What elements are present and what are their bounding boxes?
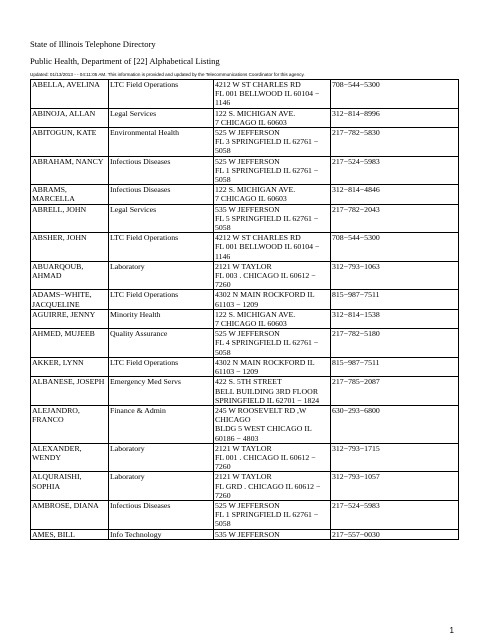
address-cell: 2121 W TAYLOR FL 003 . CHICAGO IL 60612 − 7260 <box>214 261 331 290</box>
address-cell: 4302 N MAIN ROCKFORD IL 61103 − 1209 <box>214 357 331 376</box>
division-cell: LTC Field Operations <box>109 357 214 376</box>
address-cell: 122 S. MICHIGAN AVE. 7 CHICAGO IL 60603 <box>214 108 331 127</box>
division-cell: Emergency Med Servs <box>109 377 214 406</box>
division-cell: Environmental Health <box>109 128 214 157</box>
division-cell: Finance & Admin <box>109 405 214 443</box>
name-cell: ABELLA, AVELINA <box>31 80 109 109</box>
name-cell: AGUIRRE, JENNY <box>31 309 109 328</box>
table-row <box>31 156 459 185</box>
phone-cell: 217−782−5830 <box>331 128 459 157</box>
name-cell: AHMED, MUJEEB <box>31 329 109 358</box>
updated-note: Updated: 01/13/2013 - - 04:11:05 AM. This information is provided and updated by the Telecommunications Coordinator for this agency. <box>30 72 305 77</box>
phone-cell: 630−293−6800 <box>331 405 459 443</box>
name-cell: AKKER, LYNN <box>31 357 109 376</box>
address-cell: 525 W JEFFERSON FL 1 SPRINGFIELD IL 62761 − 5058 <box>214 500 331 529</box>
name-cell: ABUARQOUB, AHMAD <box>31 261 109 290</box>
division-cell: LTC Field Operations <box>109 80 214 109</box>
table-row <box>31 500 459 529</box>
division-cell: LTC Field Operations <box>109 233 214 262</box>
phone-cell: 312−793−1715 <box>331 443 459 472</box>
division-cell: Legal Services <box>109 108 214 127</box>
phone-cell: 708−544−5300 <box>331 233 459 262</box>
division-cell: Minority Health <box>109 309 214 328</box>
page-number: 1 <box>449 626 454 635</box>
phone-cell: 217−782−2043 <box>331 204 459 233</box>
name-cell: ALEXANDER, WENDY <box>31 443 109 472</box>
directory-table <box>30 79 459 540</box>
name-cell: ALQURAISHI, SOPHIA <box>31 472 109 501</box>
division-cell: Laboratory <box>109 472 214 501</box>
name-cell: ABRAMS, MARCELLA <box>31 185 109 204</box>
address-cell: 4212 W ST CHARLES RD FL 001 BELLWOOD IL 60104 − 1146 <box>214 80 331 109</box>
address-cell: 535 W JEFFERSON FL 5 SPRINGFIELD IL 62761 − 5058 <box>214 204 331 233</box>
phone-cell: 312−814−1538 <box>331 309 459 328</box>
address-cell: 525 W JEFFERSON FL 4 SPRINGFIELD IL 62761 − 5058 <box>214 329 331 358</box>
address-cell: 525 W JEFFERSON FL 3 SPRINGFIELD IL 62761 − 5058 <box>214 128 331 157</box>
phone-cell: 217−524−5983 <box>331 500 459 529</box>
division-cell: Legal Services <box>109 204 214 233</box>
division-cell: LTC Field Operations <box>109 290 214 309</box>
address-cell: 422 S. 5TH STREET BELL BUILDING 3RD FLOOR SPRINGFIELD IL 62701 − 1824 <box>214 377 331 406</box>
table-row <box>31 377 459 406</box>
address-cell: 245 W ROOSEVELT RD ,W CHICAGO BLDG 5 WEST CHICAGO IL 60186 − 4803 <box>214 405 331 443</box>
table-row <box>31 261 459 290</box>
address-cell: 122 S. MICHIGAN AVE. 7 CHICAGO IL 60603 <box>214 185 331 204</box>
phone-cell: 217−782−5180 <box>331 329 459 358</box>
table-row <box>31 108 459 127</box>
division-cell: Infectious Diseases <box>109 185 214 204</box>
phone-cell: 815−987−7511 <box>331 357 459 376</box>
table-row <box>31 472 459 501</box>
address-cell: 525 W JEFFERSON FL 1 SPRINGFIELD IL 62761 − 5058 <box>214 156 331 185</box>
table-row <box>31 185 459 204</box>
address-cell: 4212 W ST CHARLES RD FL 001 BELLWOOD IL 60104 − 1146 <box>214 233 331 262</box>
name-cell: ABRAHAM, NANCY <box>31 156 109 185</box>
table-row <box>31 80 459 109</box>
phone-cell: 312−814−8996 <box>331 108 459 127</box>
division-cell: Laboratory <box>109 261 214 290</box>
table-row <box>31 233 459 262</box>
table-row <box>31 443 459 472</box>
name-cell: ALEJANDRO, FRANCO <box>31 405 109 443</box>
phone-cell: 217−557−0030 <box>331 529 459 539</box>
table-row <box>31 128 459 157</box>
name-cell: AMBROSE, DIANA <box>31 500 109 529</box>
name-cell: ABSHER, JOHN <box>31 233 109 262</box>
table-row <box>31 204 459 233</box>
division-cell: Laboratory <box>109 443 214 472</box>
phone-cell: 312−793−1063 <box>331 261 459 290</box>
division-cell: Quality Assurance <box>109 329 214 358</box>
table-row <box>31 357 459 376</box>
phone-cell: 708−544−5300 <box>331 80 459 109</box>
address-cell: 2121 W TAYLOR FL 001 . CHICAGO IL 60612 − 7260 <box>214 443 331 472</box>
table-row <box>31 290 459 309</box>
address-cell: 535 W JEFFERSON <box>214 529 331 539</box>
table-row <box>31 309 459 328</box>
name-cell: AMES, BILL <box>31 529 109 539</box>
table-row <box>31 329 459 358</box>
name-cell: ALBANESE, JOSEPH <box>31 377 109 406</box>
address-cell: 4302 N MAIN ROCKFORD IL 61103 − 1209 <box>214 290 331 309</box>
phone-cell: 217−785−2087 <box>331 377 459 406</box>
name-cell: ABITOGUN, KATE <box>31 128 109 157</box>
division-cell: Infectious Diseases <box>109 500 214 529</box>
directory-title: State of Illinois Telephone Directory <box>30 39 156 49</box>
division-cell: Info Technology <box>109 529 214 539</box>
address-cell: 2121 W TAYLOR FL GRD . CHICAGO IL 60612 − 7260 <box>214 472 331 501</box>
division-cell: Infectious Diseases <box>109 156 214 185</box>
table-row <box>31 529 459 539</box>
name-cell: ABRELL, JOHN <box>31 204 109 233</box>
phone-cell: 312−814−4846 <box>331 185 459 204</box>
phone-cell: 217−524−5983 <box>331 156 459 185</box>
name-cell: ABINOJA, ALLAN <box>31 108 109 127</box>
address-cell: 122 S. MICHIGAN AVE. 7 CHICAGO IL 60603 <box>214 309 331 328</box>
phone-cell: 312−793−1057 <box>331 472 459 501</box>
table-row <box>31 405 459 443</box>
listing-subtitle: Public Health, Department of [22] Alphabetical Listing <box>30 56 220 66</box>
name-cell: ADAMS−WHITE, JACQUELINE <box>31 290 109 309</box>
phone-cell: 815−987−7511 <box>331 290 459 309</box>
